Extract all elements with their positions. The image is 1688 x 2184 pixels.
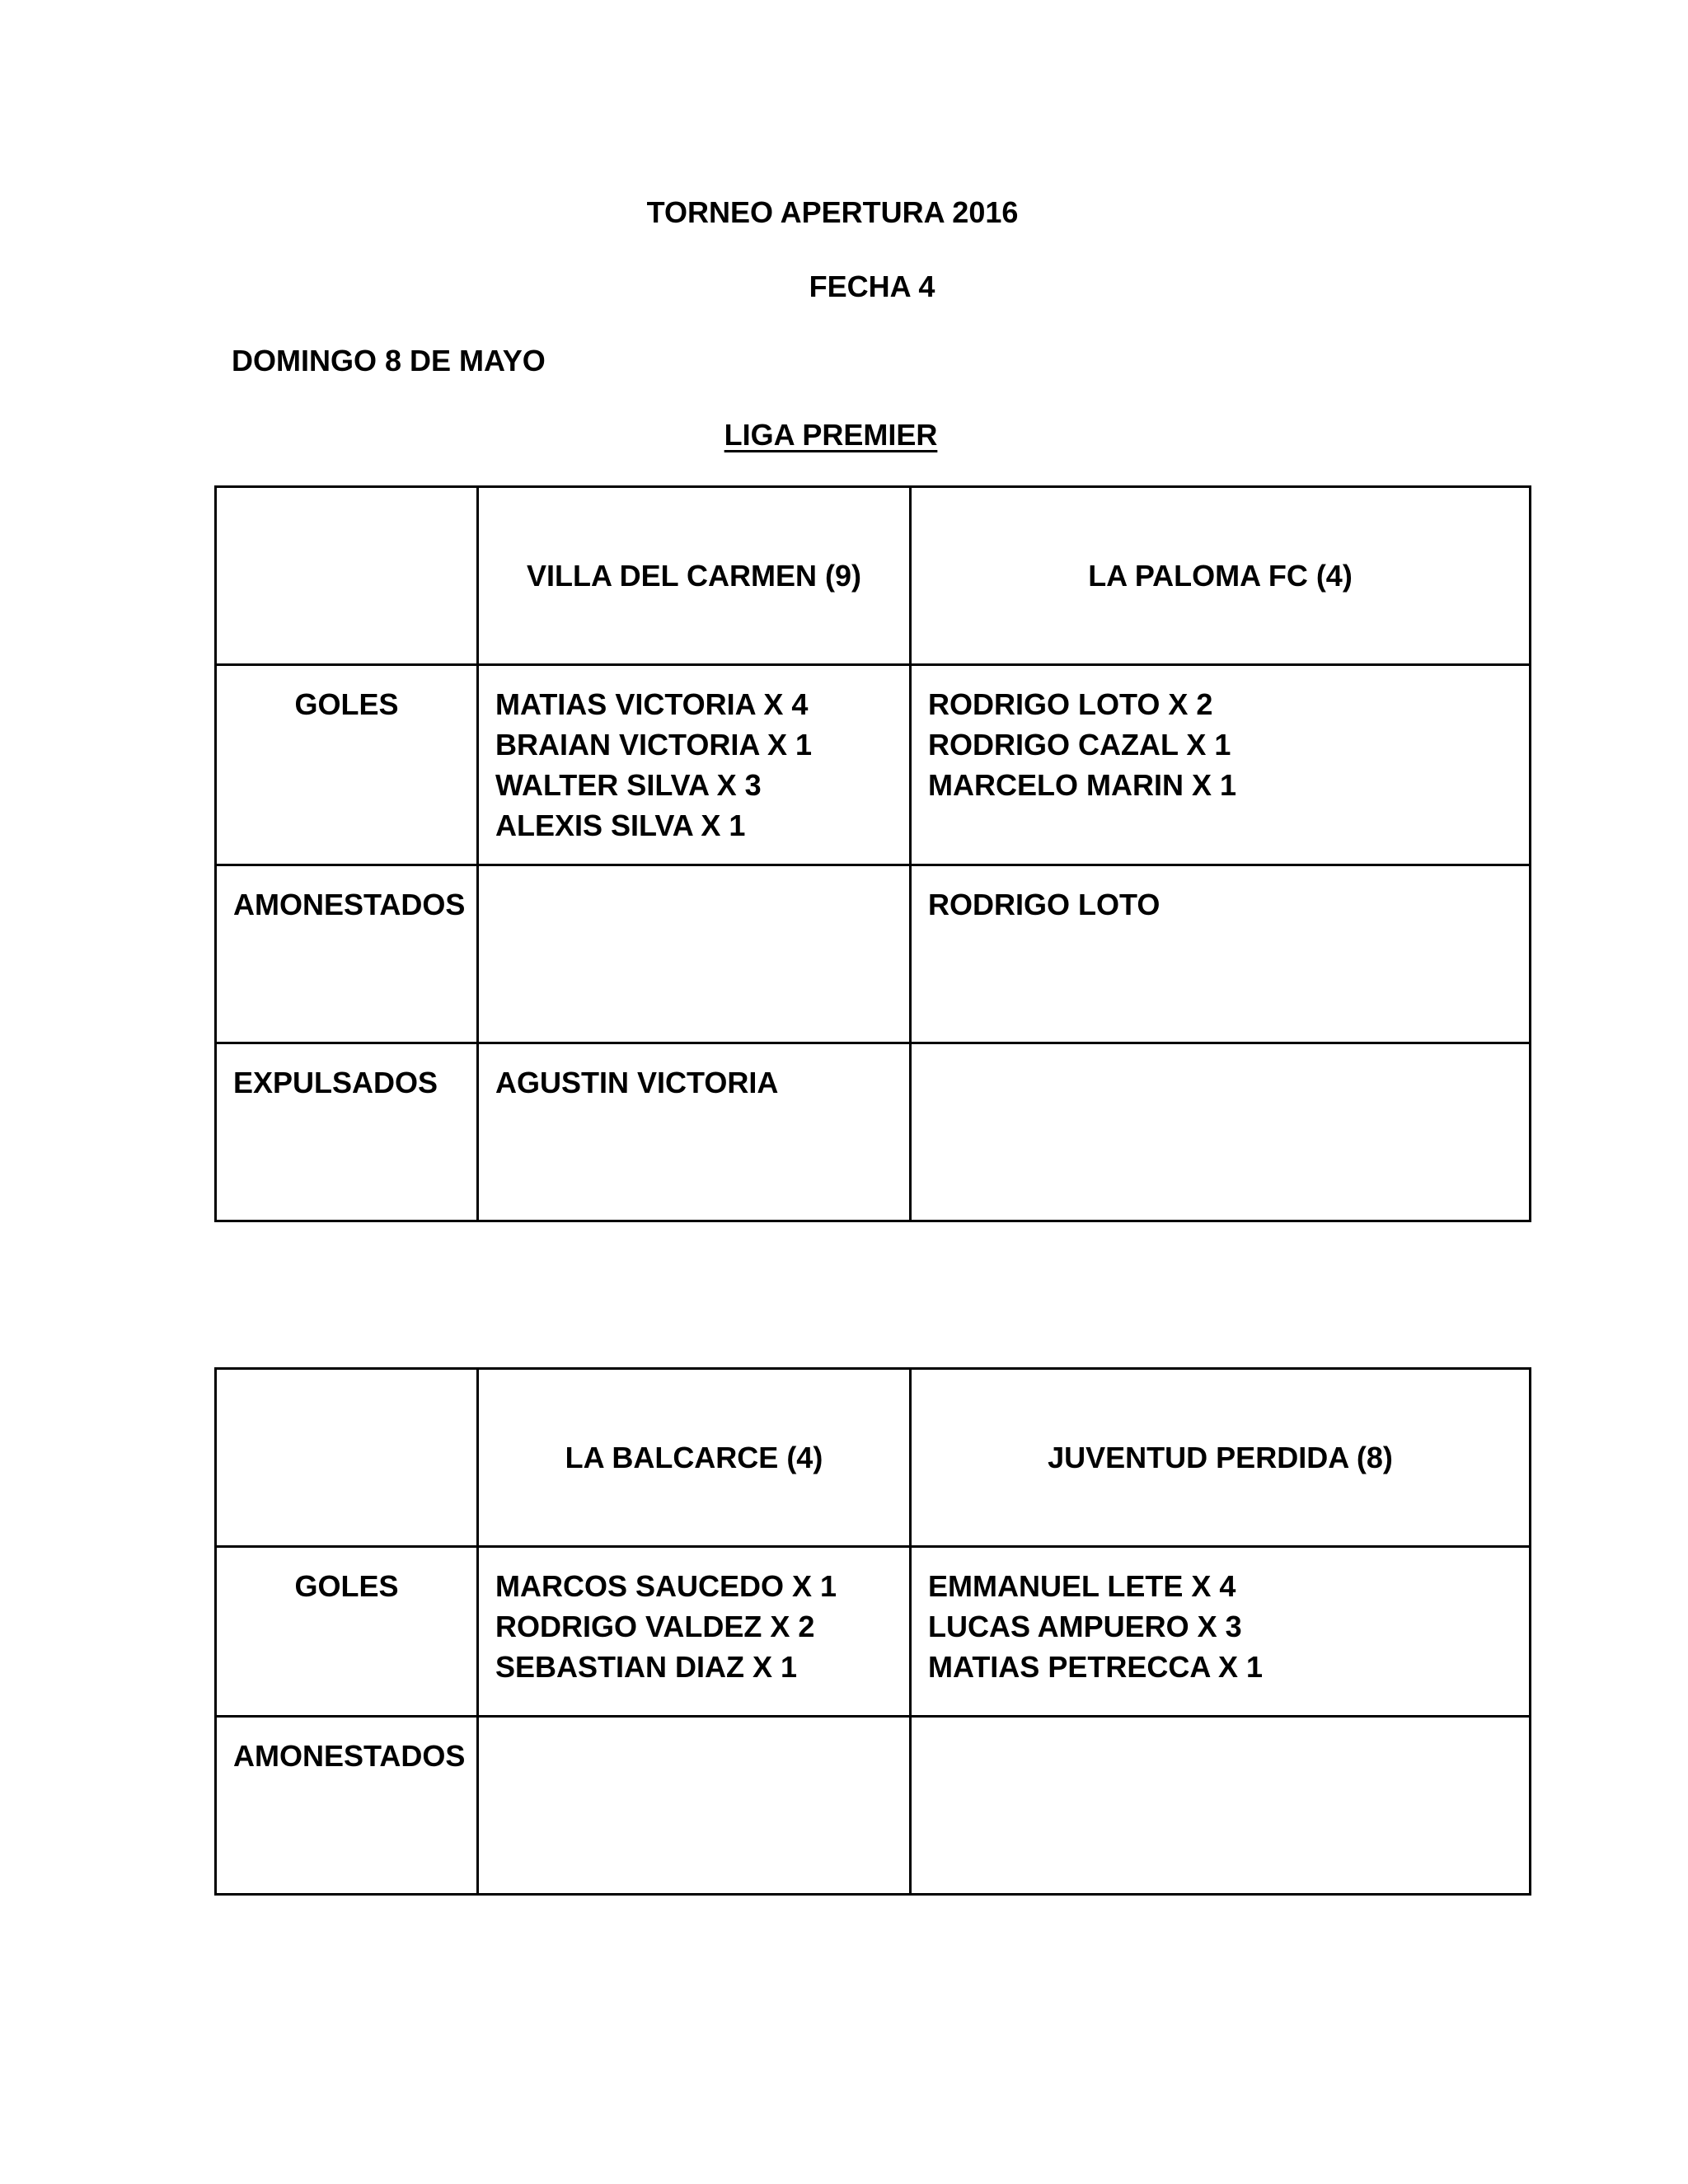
home-goals-cell bbox=[478, 665, 911, 865]
scorer: EMMANUEL LETE X 4 bbox=[928, 1569, 1236, 1603]
away-team-name: JUVENTUD PERDIDA (8) bbox=[911, 1369, 1531, 1547]
team-header-row bbox=[216, 487, 1531, 665]
cautioned-row bbox=[216, 865, 1531, 1043]
scorer: MATIAS PETRECCA X 1 bbox=[928, 1650, 1264, 1684]
away-expelled-cell bbox=[911, 1043, 1531, 1221]
home-team-name: LA BALCARCE (4) bbox=[478, 1369, 911, 1547]
scorer: ALEXIS SILVA X 1 bbox=[495, 808, 746, 842]
match-table-1 bbox=[214, 485, 1531, 1222]
away-cautioned-cell: RODRIGO LOTO bbox=[911, 865, 1531, 1043]
expelled-row bbox=[216, 1043, 1531, 1221]
cautioned-row bbox=[216, 1717, 1531, 1895]
scorer: SEBASTIAN DIAZ X 1 bbox=[495, 1650, 798, 1684]
away-goals-cell bbox=[911, 665, 1531, 865]
home-team-name: VILLA DEL CARMEN (9) bbox=[478, 487, 911, 665]
scorer: MARCOS SAUCEDO X 1 bbox=[495, 1569, 837, 1603]
match-table-2 bbox=[214, 1367, 1531, 1896]
away-team-name: LA PALOMA FC (4) bbox=[911, 487, 1531, 665]
scorer: MARCELO MARIN X 1 bbox=[928, 768, 1237, 802]
scorer: RODRIGO CAZAL X 1 bbox=[928, 728, 1231, 762]
empty-header-cell bbox=[216, 487, 478, 665]
goals-label: GOLES bbox=[216, 1547, 478, 1717]
scorer: RODRIGO LOTO X 2 bbox=[928, 687, 1213, 721]
home-cautioned-cell bbox=[478, 865, 911, 1043]
goals-label: GOLES bbox=[216, 665, 478, 865]
home-goals-cell bbox=[478, 1547, 911, 1717]
expelled-label: EXPULSADOS bbox=[216, 1043, 478, 1221]
scorer: MATIAS VICTORIA X 4 bbox=[495, 687, 809, 721]
round-number: FECHA 4 bbox=[809, 269, 935, 303]
goals-row bbox=[216, 665, 1531, 865]
home-expelled-cell: AGUSTIN VICTORIA bbox=[478, 1043, 911, 1221]
away-goals-cell bbox=[911, 1547, 1531, 1717]
scorer: WALTER SILVA X 3 bbox=[495, 768, 762, 802]
league-name: LIGA PREMIER bbox=[724, 418, 938, 452]
scorer: BRAIAN VICTORIA X 1 bbox=[495, 728, 813, 762]
empty-header-cell bbox=[216, 1369, 478, 1547]
goals-row bbox=[216, 1547, 1531, 1717]
scorer: LUCAS AMPUERO X 3 bbox=[928, 1610, 1242, 1643]
team-header-row bbox=[216, 1369, 1531, 1547]
home-cautioned-cell bbox=[478, 1717, 911, 1895]
tournament-title: TORNEO APERTURA 2016 bbox=[646, 195, 1019, 229]
match-date: DOMINGO 8 DE MAYO bbox=[232, 344, 546, 377]
away-cautioned-cell bbox=[911, 1717, 1531, 1895]
scorer: RODRIGO VALDEZ X 2 bbox=[495, 1610, 815, 1643]
cautioned-label: AMONESTADOS bbox=[216, 1717, 478, 1895]
cautioned-label: AMONESTADOS bbox=[216, 865, 478, 1043]
